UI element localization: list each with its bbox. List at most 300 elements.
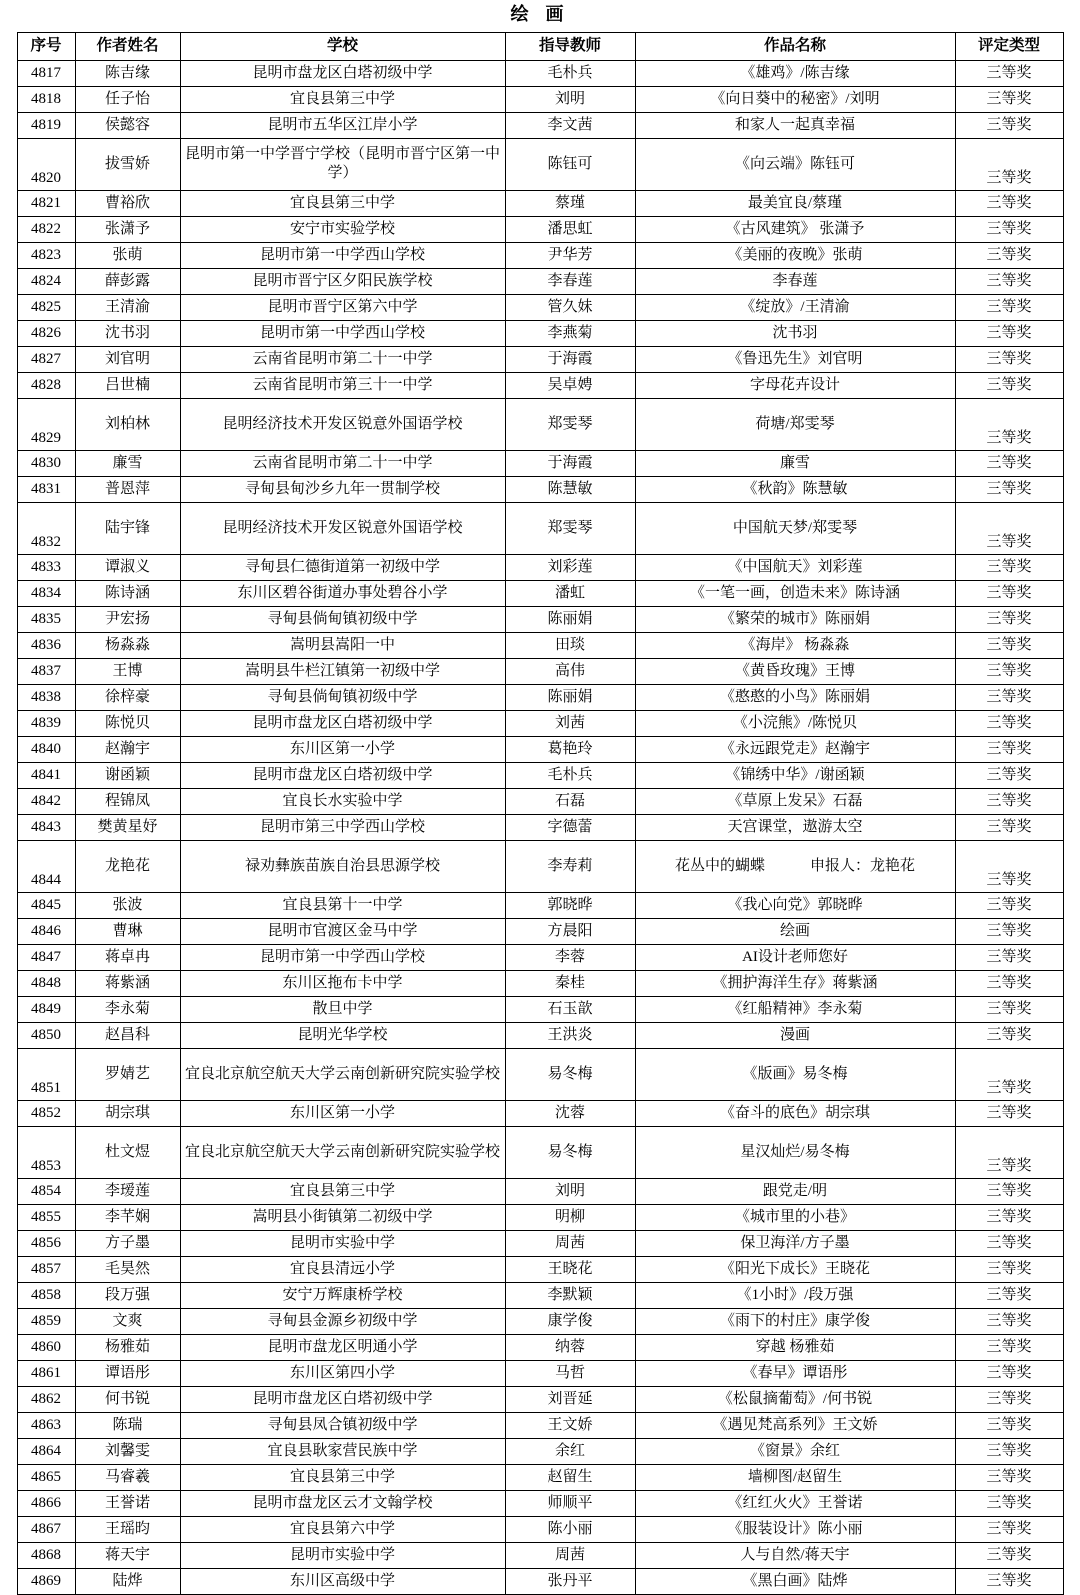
cell-teacher: 葛艳玲	[505, 736, 635, 762]
cell-work: 《一笔一画，创造未来》陈诗涵	[635, 580, 955, 606]
cell-author: 马睿羲	[75, 1464, 180, 1490]
cell-teacher: 管久妹	[505, 294, 635, 320]
cell-author: 刘馨雯	[75, 1438, 180, 1464]
cell-work: 漫画	[635, 1022, 955, 1048]
cell-award: 三等奖	[955, 1542, 1063, 1568]
cell-author: 张波	[75, 892, 180, 918]
table-row	[17, 1178, 1063, 1204]
cell-work: 《古风建筑》 张潇予	[635, 216, 955, 242]
cell-award: 三等奖	[955, 554, 1063, 580]
cell-school: 宜良北京航空航天大学云南创新研究院实验学校	[180, 1048, 505, 1100]
cell-work: 《1小时》/段万强	[635, 1282, 955, 1308]
cell-author: 陈瑞	[75, 1412, 180, 1438]
cell-seq: 4846	[17, 918, 75, 944]
cell-teacher: 张丹平	[505, 1568, 635, 1594]
cell-award: 三等奖	[955, 346, 1063, 372]
cell-award: 三等奖	[955, 216, 1063, 242]
cell-author: 任子怡	[75, 86, 180, 112]
table-header	[17, 32, 1063, 60]
table-body	[17, 60, 1063, 1594]
cell-award: 三等奖	[955, 1334, 1063, 1360]
table-row	[17, 502, 1063, 554]
table-row	[17, 1334, 1063, 1360]
cell-seq: 4829	[17, 398, 75, 450]
cell-seq: 4842	[17, 788, 75, 814]
cell-work: 跟党走/明	[635, 1178, 955, 1204]
table-row	[17, 1568, 1063, 1594]
table-row	[17, 268, 1063, 294]
cell-author: 陆烨	[75, 1568, 180, 1594]
cell-award: 三等奖	[955, 502, 1063, 554]
cell-author: 李永菊	[75, 996, 180, 1022]
table-row	[17, 892, 1063, 918]
cell-author: 杨淼淼	[75, 632, 180, 658]
cell-work: 《繁荣的城市》陈丽娟	[635, 606, 955, 632]
cell-school: 东川区第四小学	[180, 1360, 505, 1386]
cell-work: 穿越 杨雅茹	[635, 1334, 955, 1360]
cell-school: 宜良县第三中学	[180, 190, 505, 216]
cell-author: 王清渝	[75, 294, 180, 320]
cell-seq: 4862	[17, 1386, 75, 1412]
cell-seq: 4853	[17, 1126, 75, 1178]
table-row	[17, 1412, 1063, 1438]
table-row	[17, 606, 1063, 632]
cell-work: 《永远跟党走》赵瀚宇	[635, 736, 955, 762]
table-row	[17, 762, 1063, 788]
table-row	[17, 710, 1063, 736]
cell-author: 文爽	[75, 1308, 180, 1334]
cell-seq: 4866	[17, 1490, 75, 1516]
table-row	[17, 788, 1063, 814]
cell-award: 三等奖	[955, 684, 1063, 710]
cell-author: 拔雪娇	[75, 138, 180, 190]
table-row	[17, 398, 1063, 450]
cell-seq: 4826	[17, 320, 75, 346]
cell-seq: 4855	[17, 1204, 75, 1230]
cell-work: 《海岸》 杨淼淼	[635, 632, 955, 658]
table-row	[17, 86, 1063, 112]
cell-author: 曹琳	[75, 918, 180, 944]
cell-teacher: 刘明	[505, 86, 635, 112]
cell-school: 散旦中学	[180, 996, 505, 1022]
cell-school: 东川区碧谷街道办事处碧谷小学	[180, 580, 505, 606]
cell-award: 三等奖	[955, 658, 1063, 684]
cell-seq: 4869	[17, 1568, 75, 1594]
table-row	[17, 1230, 1063, 1256]
cell-teacher: 于海霞	[505, 450, 635, 476]
cell-award: 三等奖	[955, 320, 1063, 346]
cell-author: 王瑶昀	[75, 1516, 180, 1542]
cell-award: 三等奖	[955, 476, 1063, 502]
table-row	[17, 476, 1063, 502]
table-row	[17, 944, 1063, 970]
cell-school: 寻甸县金源乡初级中学	[180, 1308, 505, 1334]
cell-teacher: 刘彩莲	[505, 554, 635, 580]
cell-school: 昆明市五华区江岸小学	[180, 112, 505, 138]
cell-work: 和家人一起真幸福	[635, 112, 955, 138]
cell-seq: 4843	[17, 814, 75, 840]
cell-award: 三等奖	[955, 1308, 1063, 1334]
cell-teacher: 方晨阳	[505, 918, 635, 944]
cell-school: 昆明市盘龙区明通小学	[180, 1334, 505, 1360]
cell-author: 王誉诺	[75, 1490, 180, 1516]
cell-award: 三等奖	[955, 736, 1063, 762]
cell-seq: 4820	[17, 138, 75, 190]
cell-teacher: 李寿莉	[505, 840, 635, 892]
cell-school: 昆明市第一中学西山学校	[180, 242, 505, 268]
cell-school: 云南省昆明市第二十一中学	[180, 450, 505, 476]
cell-teacher: 纳蓉	[505, 1334, 635, 1360]
column-header-award: 评定类型	[955, 32, 1063, 60]
cell-author: 赵昌科	[75, 1022, 180, 1048]
cell-work: AI设计老师您好	[635, 944, 955, 970]
cell-school: 东川区第一小学	[180, 1100, 505, 1126]
cell-author: 侯懿容	[75, 112, 180, 138]
cell-seq: 4841	[17, 762, 75, 788]
cell-work: 《中国航天》刘彩莲	[635, 554, 955, 580]
table-row	[17, 450, 1063, 476]
column-header-school: 学校	[180, 32, 505, 60]
cell-author: 李芊娴	[75, 1204, 180, 1230]
cell-school: 东川区高级中学	[180, 1568, 505, 1594]
cell-work: 墙柳图/赵留生	[635, 1464, 955, 1490]
cell-award: 三等奖	[955, 1412, 1063, 1438]
cell-award: 三等奖	[955, 1178, 1063, 1204]
cell-teacher: 毛朴兵	[505, 60, 635, 86]
table-row	[17, 1490, 1063, 1516]
table-row	[17, 1360, 1063, 1386]
table-row	[17, 1282, 1063, 1308]
cell-seq: 4857	[17, 1256, 75, 1282]
cell-seq: 4861	[17, 1360, 75, 1386]
cell-seq: 4834	[17, 580, 75, 606]
cell-school: 嵩明县牛栏江镇第一初级中学	[180, 658, 505, 684]
cell-author: 刘柏林	[75, 398, 180, 450]
cell-school: 昆明市盘龙区白塔初级中学	[180, 710, 505, 736]
cell-author: 段万强	[75, 1282, 180, 1308]
cell-school: 禄劝彝族苗族自治县思源学校	[180, 840, 505, 892]
cell-teacher: 周茜	[505, 1542, 635, 1568]
cell-school: 东川区拖布卡中学	[180, 970, 505, 996]
cell-award: 三等奖	[955, 1516, 1063, 1542]
cell-teacher: 字德蕾	[505, 814, 635, 840]
cell-award: 三等奖	[955, 710, 1063, 736]
cell-work: 《服装设计》陈小丽	[635, 1516, 955, 1542]
cell-work: 《遇见梵高系列》王文娇	[635, 1412, 955, 1438]
cell-seq: 4852	[17, 1100, 75, 1126]
cell-teacher: 李春莲	[505, 268, 635, 294]
table-row	[17, 1438, 1063, 1464]
cell-work: 《小浣熊》/陈悦贝	[635, 710, 955, 736]
table-row	[17, 1022, 1063, 1048]
table-row	[17, 346, 1063, 372]
cell-school: 寻甸县凤合镇初级中学	[180, 1412, 505, 1438]
cell-school: 寻甸县倘甸镇初级中学	[180, 684, 505, 710]
cell-work: 《秋韵》陈慧敏	[635, 476, 955, 502]
table-row	[17, 658, 1063, 684]
table-row	[17, 190, 1063, 216]
cell-author: 李瑷莲	[75, 1178, 180, 1204]
cell-school: 昆明市盘龙区云才文翰学校	[180, 1490, 505, 1516]
cell-work: 星汉灿烂/易冬梅	[635, 1126, 955, 1178]
cell-work: 《城市里的小巷》	[635, 1204, 955, 1230]
table-row	[17, 554, 1063, 580]
column-header-work: 作品名称	[635, 32, 955, 60]
cell-school: 昆明市盘龙区白塔初级中学	[180, 762, 505, 788]
cell-seq: 4823	[17, 242, 75, 268]
cell-award: 三等奖	[955, 814, 1063, 840]
cell-seq: 4845	[17, 892, 75, 918]
cell-seq: 4830	[17, 450, 75, 476]
cell-author: 何书锐	[75, 1386, 180, 1412]
cell-author: 张潇予	[75, 216, 180, 242]
cell-award: 三等奖	[955, 1230, 1063, 1256]
cell-work: 《红船精神》李永菊	[635, 996, 955, 1022]
cell-school: 昆明市实验中学	[180, 1542, 505, 1568]
cell-seq: 4850	[17, 1022, 75, 1048]
cell-teacher: 康学俊	[505, 1308, 635, 1334]
cell-author: 曹裕欣	[75, 190, 180, 216]
cell-school: 东川区第一小学	[180, 736, 505, 762]
cell-seq: 4832	[17, 502, 75, 554]
cell-teacher: 马哲	[505, 1360, 635, 1386]
cell-author: 谭淑义	[75, 554, 180, 580]
cell-school: 昆明市晋宁区夕阳民族学校	[180, 268, 505, 294]
cell-author: 陈吉缘	[75, 60, 180, 86]
cell-award: 三等奖	[955, 1438, 1063, 1464]
cell-seq: 4822	[17, 216, 75, 242]
cell-teacher: 余红	[505, 1438, 635, 1464]
cell-award: 三等奖	[955, 60, 1063, 86]
cell-author: 赵瀚宇	[75, 736, 180, 762]
cell-author: 薛彭露	[75, 268, 180, 294]
cell-teacher: 郑雯琴	[505, 502, 635, 554]
cell-teacher: 吴卓娉	[505, 372, 635, 398]
cell-teacher: 毛朴兵	[505, 762, 635, 788]
table-row	[17, 242, 1063, 268]
cell-author: 胡宗琪	[75, 1100, 180, 1126]
cell-school: 宜良县第三中学	[180, 1178, 505, 1204]
cell-author: 谭语彤	[75, 1360, 180, 1386]
cell-award: 三等奖	[955, 1204, 1063, 1230]
cell-school: 昆明经济技术开发区锐意外国语学校	[180, 398, 505, 450]
cell-school: 寻甸县倘甸镇初级中学	[180, 606, 505, 632]
cell-award: 三等奖	[955, 840, 1063, 892]
cell-work: 荷塘/郑雯琴	[635, 398, 955, 450]
cell-work: 《向日葵中的秘密》/刘明	[635, 86, 955, 112]
cell-school: 昆明市第一中学西山学校	[180, 320, 505, 346]
table-row	[17, 216, 1063, 242]
cell-school: 昆明市第一中学晋宁学校（昆明市晋宁区第一中学）	[180, 138, 505, 190]
cell-teacher: 陈钰可	[505, 138, 635, 190]
table-row	[17, 1126, 1063, 1178]
cell-school: 宜良县耿家营民族中学	[180, 1438, 505, 1464]
cell-school: 宜良县第三中学	[180, 1464, 505, 1490]
cell-work: 《黑白画》陆烨	[635, 1568, 955, 1594]
cell-seq: 4851	[17, 1048, 75, 1100]
cell-teacher: 李默颖	[505, 1282, 635, 1308]
cell-work: 《黄昏玫瑰》王博	[635, 658, 955, 684]
cell-award: 三等奖	[955, 86, 1063, 112]
cell-award: 三等奖	[955, 372, 1063, 398]
cell-teacher: 蔡瑾	[505, 190, 635, 216]
cell-seq: 4837	[17, 658, 75, 684]
cell-author: 杨雅茹	[75, 1334, 180, 1360]
table-row	[17, 1386, 1063, 1412]
cell-work: 《向云端》陈钰可	[635, 138, 955, 190]
cell-teacher: 郭晓晔	[505, 892, 635, 918]
cell-award: 三等奖	[955, 242, 1063, 268]
cell-school: 安宁市实验学校	[180, 216, 505, 242]
cell-teacher: 田琰	[505, 632, 635, 658]
cell-work: 保卫海洋/方子墨	[635, 1230, 955, 1256]
cell-work: 天宫课堂，遨游太空	[635, 814, 955, 840]
cell-author: 毛昊然	[75, 1256, 180, 1282]
cell-school: 昆明市盘龙区白塔初级中学	[180, 1386, 505, 1412]
cell-author: 杜文煜	[75, 1126, 180, 1178]
cell-award: 三等奖	[955, 450, 1063, 476]
cell-award: 三等奖	[955, 580, 1063, 606]
cell-seq: 4824	[17, 268, 75, 294]
cell-seq: 4818	[17, 86, 75, 112]
cell-work: 《鲁迅先生》刘官明	[635, 346, 955, 372]
cell-seq: 4827	[17, 346, 75, 372]
cell-work: 最美宜良/蔡瑾	[635, 190, 955, 216]
cell-seq: 4828	[17, 372, 75, 398]
cell-seq: 4833	[17, 554, 75, 580]
cell-work: 《绽放》/王清渝	[635, 294, 955, 320]
cell-award: 三等奖	[955, 1126, 1063, 1178]
table-row	[17, 60, 1063, 86]
cell-teacher: 陈丽娟	[505, 606, 635, 632]
cell-work: 《版画》易冬梅	[635, 1048, 955, 1100]
cell-author: 罗婧艺	[75, 1048, 180, 1100]
cell-seq: 4864	[17, 1438, 75, 1464]
table-row	[17, 632, 1063, 658]
cell-award: 三等奖	[955, 1464, 1063, 1490]
cell-work: 《阳光下成长》王晓花	[635, 1256, 955, 1282]
cell-teacher: 高伟	[505, 658, 635, 684]
cell-work: 《雄鸡》/陈吉缘	[635, 60, 955, 86]
cell-teacher: 陈丽娟	[505, 684, 635, 710]
cell-school: 昆明市官渡区金马中学	[180, 918, 505, 944]
cell-seq: 4840	[17, 736, 75, 762]
page-title: 绘 画	[510, 4, 570, 24]
cell-teacher: 王文娇	[505, 1412, 635, 1438]
cell-award: 三等奖	[955, 398, 1063, 450]
cell-seq: 4836	[17, 632, 75, 658]
cell-seq: 4838	[17, 684, 75, 710]
cell-work: 《我心向党》郭晓晔	[635, 892, 955, 918]
table-row	[17, 294, 1063, 320]
cell-seq: 4848	[17, 970, 75, 996]
column-header-author: 作者姓名	[75, 32, 180, 60]
cell-seq: 4844	[17, 840, 75, 892]
cell-teacher: 刘明	[505, 1178, 635, 1204]
cell-teacher: 石玉歆	[505, 996, 635, 1022]
table-row	[17, 320, 1063, 346]
cell-teacher: 于海霞	[505, 346, 635, 372]
cell-seq: 4860	[17, 1334, 75, 1360]
cell-school: 昆明市第三中学西山学校	[180, 814, 505, 840]
table-row	[17, 1048, 1063, 1100]
cell-seq: 4868	[17, 1542, 75, 1568]
cell-award: 三等奖	[955, 190, 1063, 216]
cell-work: 《雨下的村庄》康学俊	[635, 1308, 955, 1334]
cell-author: 徐梓豪	[75, 684, 180, 710]
cell-school: 云南省昆明市第二十一中学	[180, 346, 505, 372]
table-row	[17, 112, 1063, 138]
table-row	[17, 1464, 1063, 1490]
table-row	[17, 1204, 1063, 1230]
cell-author: 陆宇锋	[75, 502, 180, 554]
cell-award: 三等奖	[955, 294, 1063, 320]
cell-teacher: 潘虹	[505, 580, 635, 606]
table-row	[17, 1308, 1063, 1334]
cell-award: 三等奖	[955, 632, 1063, 658]
cell-author: 王博	[75, 658, 180, 684]
cell-author: 陈诗涵	[75, 580, 180, 606]
cell-seq: 4839	[17, 710, 75, 736]
cell-author: 程锦凤	[75, 788, 180, 814]
table-row	[17, 138, 1063, 190]
cell-teacher: 周茜	[505, 1230, 635, 1256]
cell-school: 昆明市实验中学	[180, 1230, 505, 1256]
cell-author: 龙艳花	[75, 840, 180, 892]
cell-work: 中国航天梦/郑雯琴	[635, 502, 955, 554]
cell-seq: 4817	[17, 60, 75, 86]
cell-work: 《窗景》余红	[635, 1438, 955, 1464]
cell-teacher: 石磊	[505, 788, 635, 814]
column-header-teacher: 指导教师	[505, 32, 635, 60]
cell-author: 蒋卓冉	[75, 944, 180, 970]
cell-seq: 4867	[17, 1516, 75, 1542]
cell-award: 三等奖	[955, 1256, 1063, 1282]
cell-award: 三等奖	[955, 970, 1063, 996]
cell-author: 吕世楠	[75, 372, 180, 398]
cell-work: 《奋斗的底色》胡宗琪	[635, 1100, 955, 1126]
cell-seq: 4825	[17, 294, 75, 320]
cell-teacher: 易冬梅	[505, 1126, 635, 1178]
cell-author: 廉雪	[75, 450, 180, 476]
cell-award: 三等奖	[955, 1490, 1063, 1516]
cell-award: 三等奖	[955, 1100, 1063, 1126]
cell-work: 《憨憨的小鸟》陈丽娟	[635, 684, 955, 710]
cell-author: 陈悦贝	[75, 710, 180, 736]
column-header-seq: 序号	[17, 32, 75, 60]
cell-award: 三等奖	[955, 788, 1063, 814]
cell-seq: 4858	[17, 1282, 75, 1308]
cell-work: 《拥护海洋生存》蒋紫涵	[635, 970, 955, 996]
cell-work: 沈书羽	[635, 320, 955, 346]
cell-seq: 4835	[17, 606, 75, 632]
cell-seq: 4859	[17, 1308, 75, 1334]
cell-seq: 4821	[17, 190, 75, 216]
cell-award: 三等奖	[955, 1022, 1063, 1048]
cell-school: 寻甸县仁德街道第一初级中学	[180, 554, 505, 580]
cell-teacher: 陈慧敏	[505, 476, 635, 502]
cell-school: 嵩明县小街镇第二初级中学	[180, 1204, 505, 1230]
table-row	[17, 970, 1063, 996]
cell-school: 安宁万辉康桥学校	[180, 1282, 505, 1308]
cell-school: 昆明经济技术开发区锐意外国语学校	[180, 502, 505, 554]
cell-teacher: 陈小丽	[505, 1516, 635, 1542]
cell-school: 寻甸县甸沙乡九年一贯制学校	[180, 476, 505, 502]
cell-school: 宜良长水实验中学	[180, 788, 505, 814]
cell-school: 宜良县清远小学	[180, 1256, 505, 1282]
cell-teacher: 赵留生	[505, 1464, 635, 1490]
cell-author: 方子墨	[75, 1230, 180, 1256]
